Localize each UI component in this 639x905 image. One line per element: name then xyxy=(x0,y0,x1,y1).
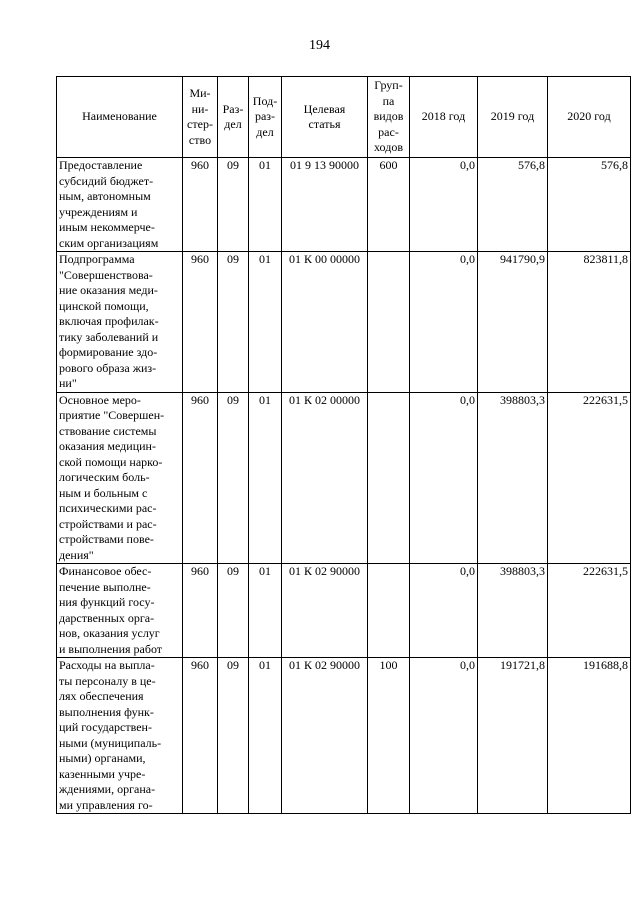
table-row xyxy=(57,252,631,393)
cell-subsection: 01 xyxy=(249,158,282,252)
cell-expense-group: 600 xyxy=(368,158,410,252)
cell-ministry: 960 xyxy=(183,158,218,252)
cell-2018: 0,0 xyxy=(410,564,478,658)
cell-2020: 222631,5 xyxy=(548,392,631,564)
header-section xyxy=(218,77,249,158)
cell-2018: 0,0 xyxy=(410,658,478,814)
page-number: 194 xyxy=(309,38,330,53)
cell-section: 09 xyxy=(218,658,249,814)
cell-2019: 576,8 xyxy=(478,158,548,252)
cell-name: Расходы на выпла- ты персоналу в це- лях обеспечения выполнения функ- ций государствен- ными (муниципаль- ными) органами, казенными учре- ждениями, органа- ми управления го- xyxy=(57,658,183,814)
cell-name: Основное меро- приятие "Совершен- ствование системы оказания медицин- ской помощи нарко- логическим боль- ным и больным с психическими рас- стройствами и рас- стройствами пове- дения" xyxy=(57,392,183,564)
cell-2018: 0,0 xyxy=(410,252,478,393)
header-expense-group xyxy=(368,77,410,158)
table-row xyxy=(57,564,631,658)
cell-target: 01 К 02 90000 xyxy=(282,564,368,658)
cell-expense-group xyxy=(368,392,410,564)
table-row xyxy=(57,158,631,252)
cell-2019: 398803,3 xyxy=(478,392,548,564)
header-2020 xyxy=(548,77,631,158)
cell-2020: 191688,8 xyxy=(548,658,631,814)
cell-subsection: 01 xyxy=(249,658,282,814)
header-2020-text: 2020 год xyxy=(567,109,611,124)
header-section-text: Раз- дел xyxy=(222,101,244,131)
header-2019 xyxy=(478,77,548,158)
header-target xyxy=(282,77,368,158)
cell-2018: 0,0 xyxy=(410,392,478,564)
table-row xyxy=(57,392,631,564)
budget-table xyxy=(56,76,631,814)
cell-expense-group: 100 xyxy=(368,658,410,814)
cell-2020: 576,8 xyxy=(548,158,631,252)
header-expense-group-text: Груп- па видов рас- ходов xyxy=(373,78,404,155)
cell-name: Финансовое обес- печение выполне- ния функций госу- дарственных орга- нов, оказания услуг и выполнения работ xyxy=(57,564,183,658)
cell-2018: 0,0 xyxy=(410,158,478,252)
cell-section: 09 xyxy=(218,564,249,658)
cell-target: 01 К 02 00000 xyxy=(282,392,368,564)
cell-section: 09 xyxy=(218,392,249,564)
cell-2020: 823811,8 xyxy=(548,252,631,393)
header-2018 xyxy=(410,77,478,158)
header-name xyxy=(57,77,183,158)
cell-subsection: 01 xyxy=(249,392,282,564)
cell-ministry: 960 xyxy=(183,564,218,658)
header-target-text: Целевая статья xyxy=(303,101,346,131)
cell-ministry: 960 xyxy=(183,658,218,814)
cell-expense-group xyxy=(368,252,410,393)
header-name-text: Наименование xyxy=(82,109,157,124)
header-2018-text: 2018 год xyxy=(421,109,466,124)
cell-ministry: 960 xyxy=(183,392,218,564)
cell-section: 09 xyxy=(218,252,249,393)
cell-section: 09 xyxy=(218,158,249,252)
cell-2019: 941790,9 xyxy=(478,252,548,393)
table-row xyxy=(57,658,631,814)
cell-subsection: 01 xyxy=(249,252,282,393)
cell-2019: 191721,8 xyxy=(478,658,548,814)
header-2019-text: 2019 год xyxy=(490,109,535,124)
table-header-row xyxy=(57,77,631,158)
cell-target: 01 К 02 90000 xyxy=(282,658,368,814)
cell-2020: 222631,5 xyxy=(548,564,631,658)
header-subsection xyxy=(249,77,282,158)
cell-target: 01 9 13 90000 xyxy=(282,158,368,252)
cell-ministry: 960 xyxy=(183,252,218,393)
cell-2019: 398803,3 xyxy=(478,564,548,658)
cell-name: Подпрограмма "Совершенствова- ние оказания меди- цинской помощи, включая профилак- тику заболеваний и формирование здо- рового образа жиз- ни" xyxy=(57,252,183,393)
cell-subsection: 01 xyxy=(249,564,282,658)
cell-target: 01 К 00 00000 xyxy=(282,252,368,393)
cell-name: Предоставление субсидий бюджет- ным, автономным учреждениям и иным некоммерче- ским организациям xyxy=(57,158,183,252)
header-ministry-text: Ми- ни- стер- ство xyxy=(187,86,213,147)
header-ministry xyxy=(183,77,218,158)
cell-expense-group xyxy=(368,564,410,658)
header-subsection-text: Под- раз- дел xyxy=(252,93,278,139)
